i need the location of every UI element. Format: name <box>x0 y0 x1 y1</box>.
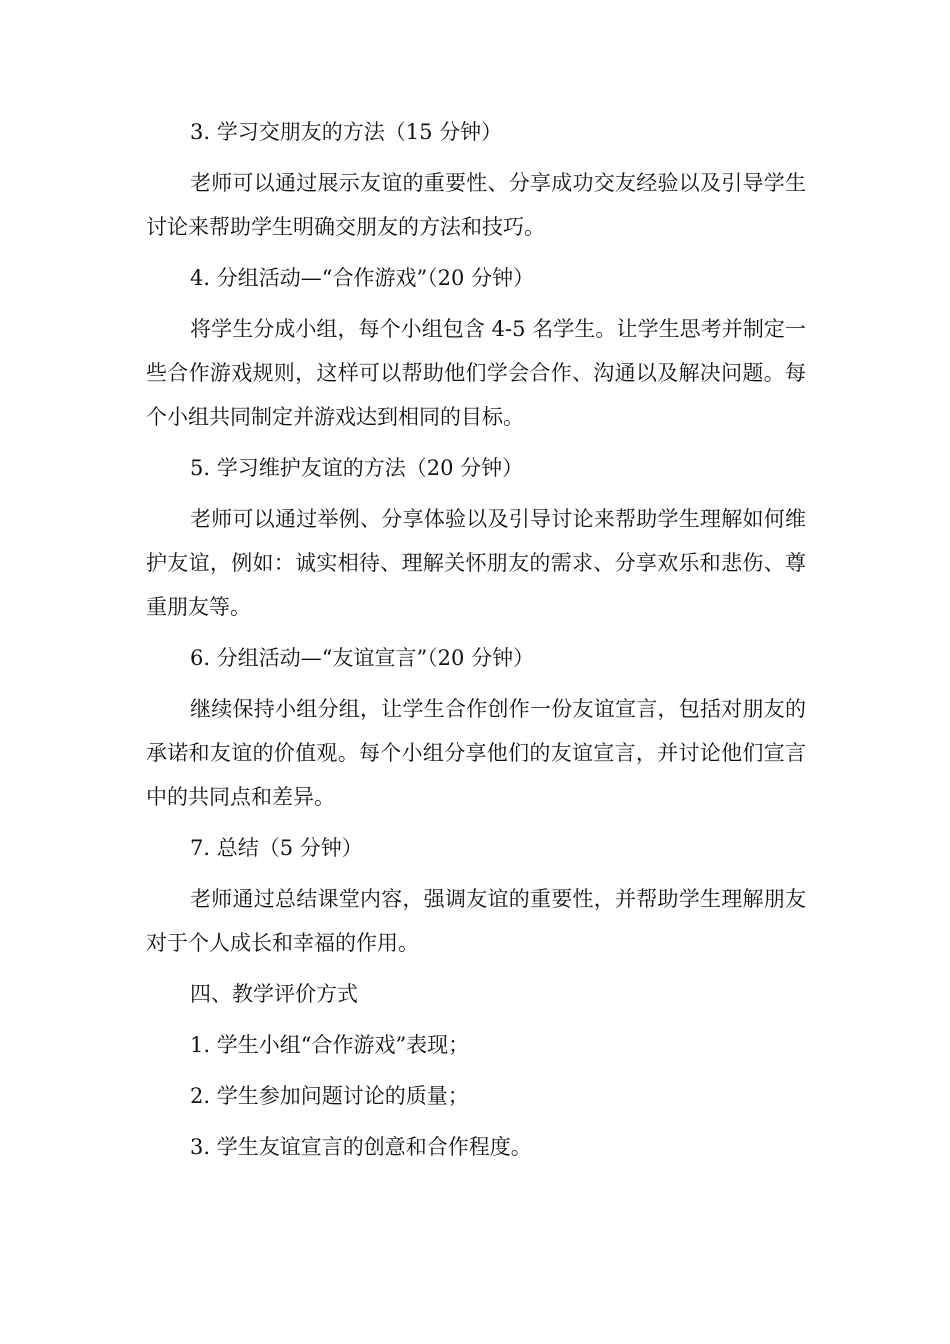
paragraph-summary: 老师通过总结课堂内容，强调友谊的重要性，并帮助学生理解朋友对于个人成长和幸福的作用。 <box>146 887 806 955</box>
paragraph-maintain-friendship: 老师可以通过举例、分享体验以及引导讨论来帮助学生理解如何维护友谊，例如：诚实相待、理解关怀朋友的需求、分享欢乐和悲伤、尊重朋友等。 <box>146 507 806 619</box>
section-heading-4: 4. 分组活动—“合作游戏”（20 分钟） <box>190 266 535 290</box>
section-heading-6: 6. 分组活动—“友谊宣言”（20 分钟） <box>190 646 535 670</box>
paragraph-cooperation-game: 将学生分成小组，每个小组包含 4-5 名学生。让学生思考并制定一些合作游戏规则，这样可以帮助他们学会合作、沟通以及解决问题。每个小组共同制定并游戏达到相同的目标。 <box>146 317 806 429</box>
section-heading-5: 5. 学习维护友谊的方法（20 分钟） <box>190 456 524 480</box>
section-heading-evaluation: 四、教学评价方式 <box>190 982 358 1006</box>
evaluation-item-3: 3. 学生友谊宣言的创意和合作程度。 <box>190 1135 532 1159</box>
document-body <box>146 110 806 1176</box>
section-heading-7: 7. 总结（5 分钟） <box>190 836 363 860</box>
evaluation-item-2: 2. 学生参加问题讨论的质量； <box>190 1084 469 1108</box>
section-heading-3: 3. 学习交朋友的方法（15 分钟） <box>190 120 503 144</box>
paragraph-friendship-declaration: 继续保持小组分组，让学生合作创作一份友谊宣言，包括对朋友的承诺和友谊的价值观。每个小组分享他们的友谊宣言，并讨论他们宣言中的共同点和差异。 <box>146 697 806 809</box>
paragraph-making-friends: 老师可以通过展示友谊的重要性、分享成功交友经验以及引导学生讨论来帮助学生明确交朋友的方法和技巧。 <box>146 171 806 239</box>
evaluation-item-1: 1. 学生小组“合作游戏”表现； <box>190 1033 470 1057</box>
